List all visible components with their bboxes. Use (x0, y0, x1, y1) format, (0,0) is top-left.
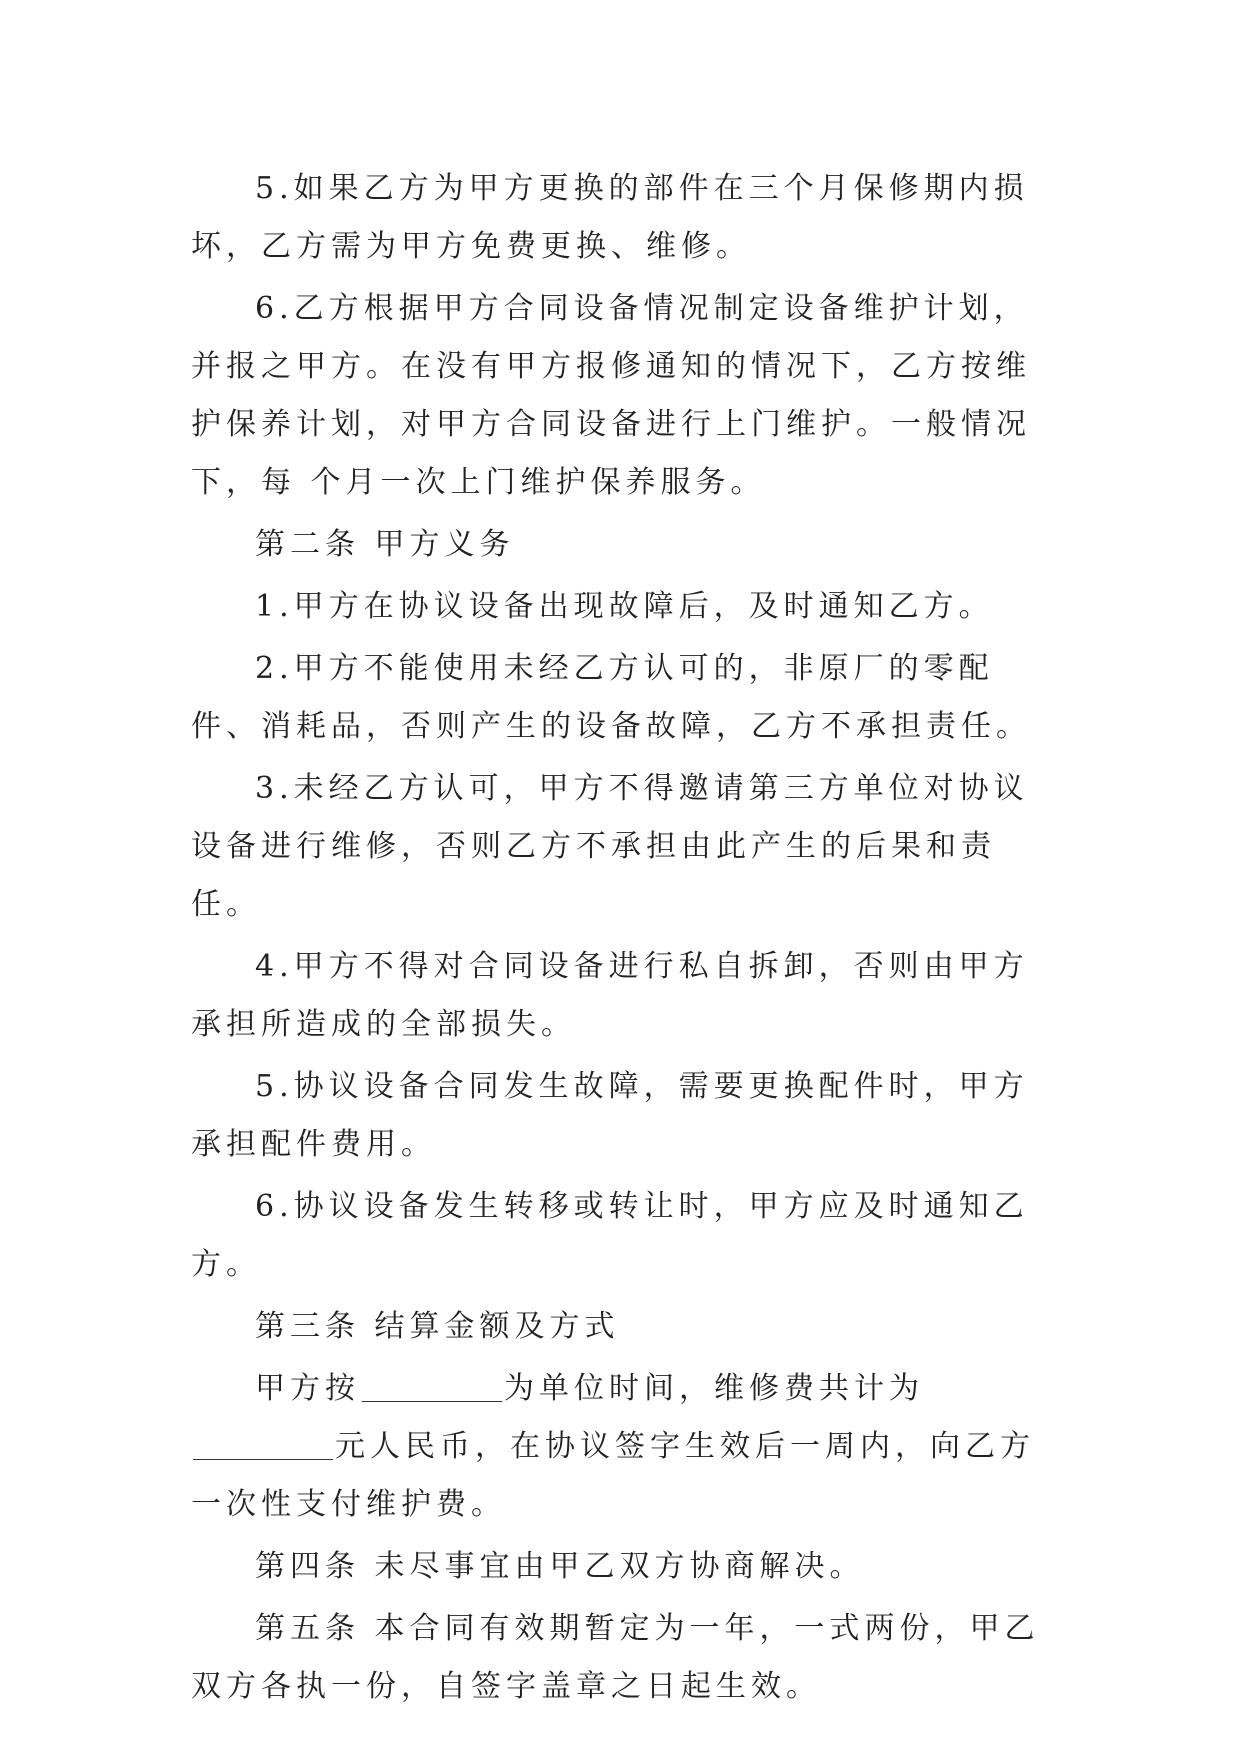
heading-article-4: 第四条 未尽事宜由甲乙双方协商解决。 (255, 1549, 865, 1584)
paragraph-party-a-duty-5: 5.协议设备合同发生故障，需要更换配件时，甲方承担配件费用。 (191, 1069, 1029, 1162)
paragraph-party-a-duty-3: 3.未经乙方认可，甲方不得邀请第三方单位对协议设备进行维修，否则乙方不承担由此产生的后果和责任。 (191, 771, 1029, 922)
document-body (191, 160, 1051, 1716)
heading-article-2: 第二条 甲方义务 (255, 527, 515, 562)
paragraph-party-a-duty-2: 2.甲方不能使用未经乙方认可的，非原厂的零配件、消耗品，否则产生的设备故障，乙方不承担责任。 (191, 651, 1031, 744)
paragraph-settlement (191, 1360, 1051, 1534)
blank-unit-time (362, 1371, 502, 1402)
blank-fee-amount (193, 1429, 333, 1460)
paragraph-party-a-duty-4: 4.甲方不得对合同设备进行私自拆卸，否则由甲方承担所造成的全部损失。 (191, 949, 1029, 1042)
settlement-text-1: 甲方按 (255, 1371, 360, 1406)
paragraph-warranty-replacement: 5.如果乙方为甲方更换的部件在三个月保修期内损坏，乙方需为甲方免费更换、维修。 (191, 171, 1029, 264)
paragraph-party-a-duty-1: 1.甲方在协议设备出现故障后，及时通知乙方。 (255, 589, 994, 624)
heading-article-3: 第三条 结算金额及方式 (255, 1309, 620, 1344)
settlement-text-3: 元人民币，在协议签字生效后一周内，向乙方一次性支付维护费。 (191, 1429, 1035, 1522)
paragraph-maintenance-plan: 6.乙方根据甲方合同设备情况制定设备维护计划，并报之甲方。在没有甲方报修通知的情况下，乙方按维护保养计划，对甲方合同设备进行上门维护。一般情况下，每 个月一次上门维护保养服务。 (191, 291, 1031, 500)
settlement-text-2: 为单位时间，维修费共计为 (504, 1371, 924, 1406)
paragraph-party-a-duty-6: 6.协议设备发生转移或转让时，甲方应及时通知乙方。 (191, 1189, 1029, 1282)
heading-article-5: 第五条 本合同有效期暂定为一年，一式两份，甲乙双方各执一份，自签字盖章之日起生效。 (191, 1611, 1040, 1704)
